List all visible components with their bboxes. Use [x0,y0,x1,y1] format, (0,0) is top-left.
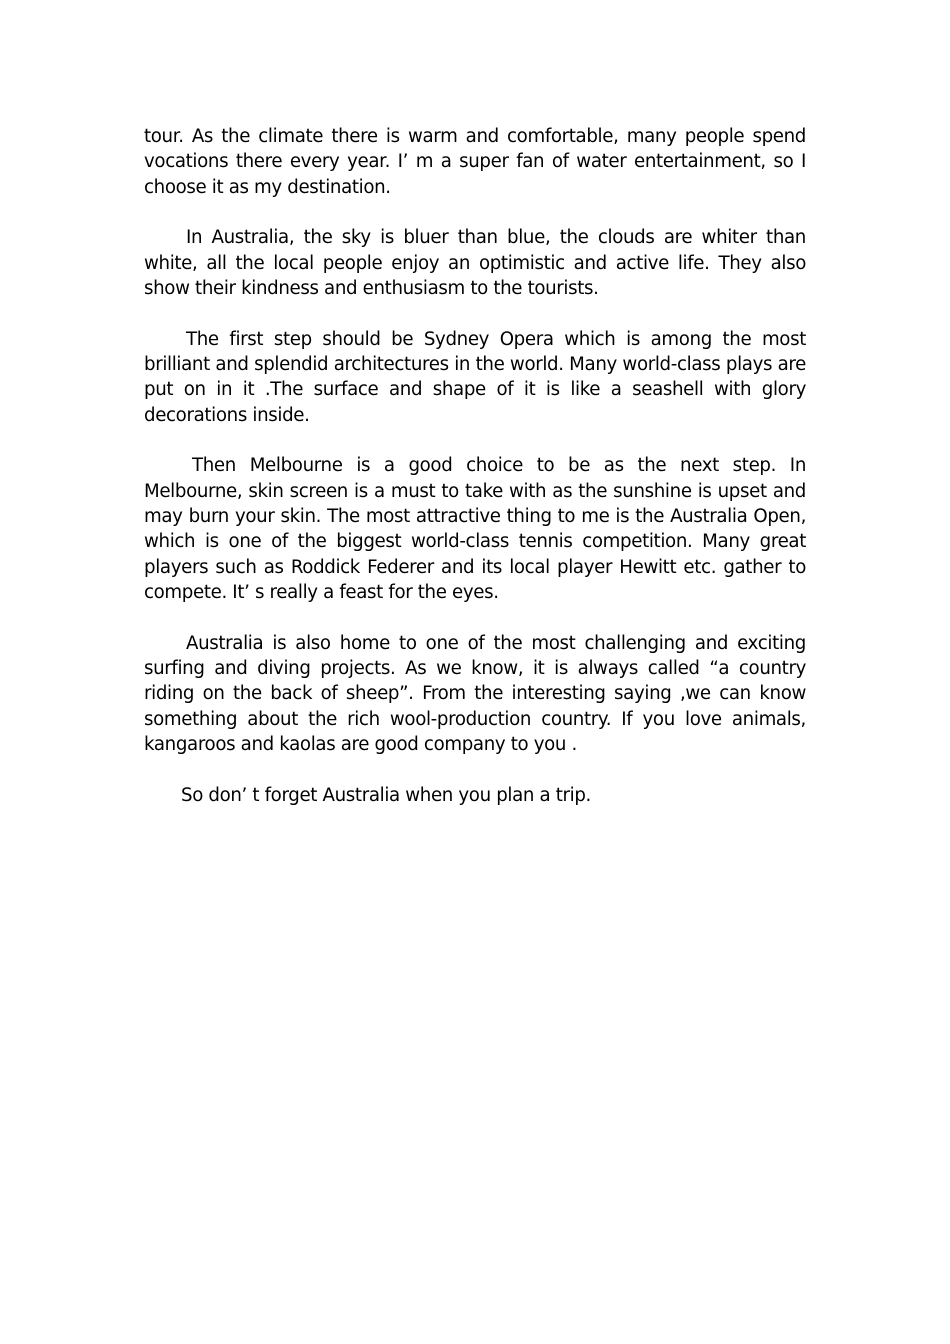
paragraph-closing: So don’ t forget Australia when you plan a trip. [181,784,591,806]
paragraph-intro: tour. As the climate there is warm and comfortable, many people spend vocations there every year. I’ m a super fan of water entertainment, so I choose it as my destination. [144,126,806,198]
paragraph-sydney-opera: The first step should be Sydney Opera which is among the most brilliant and splendid architectures in the world. Many world-class plays are put on in it .The surface and shape of it is like a seashell with glory decorations inside. [144,328,806,426]
paragraph-sky: In Australia, the sky is bluer than blue, the clouds are whiter than white, all the local people enjoy an optimistic and active life. They also show their kindness and enthusiasm to the tourists. [144,227,806,299]
paragraph-surfing: Australia is also home to one of the most challenging and exciting surfing and diving projects. As we know, it is always called “a country riding on the back of sheep”. From the interesting saying ,we can know something about the rich wool-production country. If you love animals, kangaroos and kaolas are good company to you . [144,632,806,755]
paragraph-melbourne: Then Melbourne is a good choice to be as the next step. In Melbourne, skin screen is a must to take with as the sunshine is upset and may burn your skin. The most attractive thing to me is the Australia Open, which is one of the biggest world-class tennis competition. Many great players such as Roddick Federer and its local player Hewitt etc. gather to compete. It’ s really a feast for the eyes. [144,455,806,603]
document-body [144,124,806,808]
